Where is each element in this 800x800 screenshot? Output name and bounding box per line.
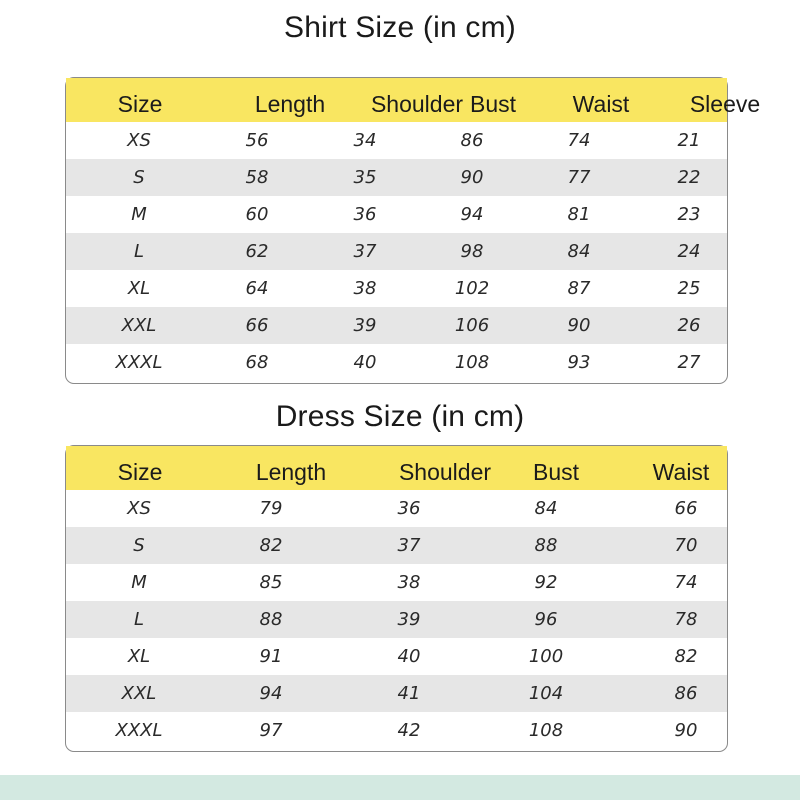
shirt-header-bust: Bust [469, 91, 517, 117]
shirt-cell-waist: 81 [567, 204, 591, 225]
dress-cell-size: XS [127, 498, 151, 519]
dress-size-title: Dress Size (in cm) [275, 400, 525, 433]
shirt-cell-sleeve: 24 [677, 241, 701, 262]
shirt-header-waist: Waist [572, 91, 630, 117]
shirt-cell-size: XL [127, 278, 151, 299]
dress-header-size: Size [117, 459, 163, 485]
table-row [66, 159, 727, 196]
shirt-table-header [66, 78, 761, 122]
dress-cell-waist: 90 [674, 720, 698, 741]
dress-cell-bust: 100 [528, 646, 564, 667]
dress-cell-waist: 86 [674, 683, 698, 704]
table-row [66, 196, 727, 233]
table-row [66, 638, 727, 675]
dress-cell-shoulder: 36 [397, 498, 421, 519]
dress-cell-size: S [133, 535, 145, 556]
dress-cell-length: 82 [259, 535, 283, 556]
shirt-cell-bust: 102 [454, 278, 490, 299]
dress-header-length: Length [255, 459, 327, 485]
shirt-cell-shoulder: 35 [353, 167, 377, 188]
dress-cell-shoulder: 40 [397, 646, 421, 667]
dress-cell-length: 94 [259, 683, 283, 704]
shirt-header-shoulder: Shoulder [370, 91, 464, 117]
shirt-cell-sleeve: 23 [677, 204, 701, 225]
shirt-cell-bust: 90 [460, 167, 484, 188]
table-row [66, 601, 727, 638]
dress-cell-length: 91 [259, 646, 283, 667]
dress-cell-length: 79 [259, 498, 283, 519]
shirt-cell-length: 64 [245, 278, 269, 299]
shirt-cell-sleeve: 21 [677, 130, 701, 151]
dress-cell-waist: 82 [674, 646, 698, 667]
shirt-cell-size: XXL [121, 315, 157, 336]
bottom-band [0, 775, 800, 800]
dress-cell-bust: 104 [528, 683, 564, 704]
shirt-cell-shoulder: 37 [353, 241, 377, 262]
dress-cell-shoulder: 39 [397, 609, 421, 630]
dress-header-bust: Bust [532, 459, 580, 485]
table-row [66, 712, 727, 749]
table-row [66, 344, 727, 381]
shirt-cell-waist: 90 [567, 315, 591, 336]
dress-cell-bust: 92 [534, 572, 558, 593]
dress-cell-size: XXXL [115, 720, 163, 741]
shirt-cell-bust: 98 [460, 241, 484, 262]
table-row [66, 675, 727, 712]
dress-cell-waist: 66 [674, 498, 698, 519]
shirt-cell-length: 56 [245, 130, 269, 151]
shirt-cell-bust: 94 [460, 204, 484, 225]
shirt-cell-sleeve: 27 [677, 352, 701, 373]
shirt-cell-length: 58 [245, 167, 269, 188]
shirt-cell-size: XXXL [115, 352, 163, 373]
shirt-cell-waist: 77 [567, 167, 591, 188]
shirt-cell-waist: 74 [567, 130, 591, 151]
shirt-header-size: Size [117, 91, 163, 117]
shirt-header-length: Length [254, 91, 326, 117]
table-row [66, 307, 727, 344]
dress-cell-size: L [133, 609, 145, 630]
dress-cell-waist: 78 [674, 609, 698, 630]
dress-cell-bust: 84 [534, 498, 558, 519]
shirt-cell-bust: 106 [454, 315, 490, 336]
dress-cell-shoulder: 42 [397, 720, 421, 741]
table-row [66, 527, 727, 564]
shirt-cell-length: 68 [245, 352, 269, 373]
shirt-cell-waist: 93 [567, 352, 591, 373]
shirt-header-sleeve: Sleeve [689, 91, 761, 117]
dress-cell-bust: 96 [534, 609, 558, 630]
shirt-cell-waist: 87 [567, 278, 591, 299]
table-row [66, 233, 727, 270]
dress-cell-size: M [131, 572, 147, 593]
shirt-cell-shoulder: 39 [353, 315, 377, 336]
table-row [66, 490, 727, 527]
shirt-cell-sleeve: 22 [677, 167, 701, 188]
dress-cell-shoulder: 41 [397, 683, 421, 704]
dress-cell-bust: 108 [528, 720, 564, 741]
dress-cell-waist: 70 [674, 535, 698, 556]
shirt-size-title: Shirt Size (in cm) [284, 11, 516, 44]
shirt-cell-waist: 84 [567, 241, 591, 262]
dress-cell-waist: 74 [674, 572, 698, 593]
shirt-cell-size: XS [127, 130, 151, 151]
dress-cell-size: XL [127, 646, 151, 667]
shirt-cell-size: L [133, 241, 145, 262]
shirt-cell-shoulder: 40 [353, 352, 377, 373]
dress-cell-shoulder: 38 [397, 572, 421, 593]
shirt-cell-shoulder: 34 [353, 130, 377, 151]
dress-size-table [65, 445, 728, 752]
dress-cell-bust: 88 [534, 535, 558, 556]
shirt-cell-size: M [131, 204, 147, 225]
dress-header-shoulder: Shoulder [398, 459, 492, 485]
shirt-cell-length: 62 [245, 241, 269, 262]
table-row [66, 270, 727, 307]
shirt-cell-shoulder: 38 [353, 278, 377, 299]
shirt-size-table [65, 77, 761, 384]
shirt-cell-length: 60 [245, 204, 269, 225]
table-row [66, 564, 727, 601]
shirt-cell-size: S [133, 167, 145, 188]
dress-cell-size: XXL [121, 683, 157, 704]
shirt-cell-bust: 108 [454, 352, 490, 373]
shirt-cell-sleeve: 25 [677, 278, 701, 299]
shirt-cell-length: 66 [245, 315, 269, 336]
shirt-cell-bust: 86 [460, 130, 484, 151]
shirt-cell-sleeve: 26 [677, 315, 701, 336]
dress-cell-length: 85 [259, 572, 283, 593]
dress-table-header [66, 446, 727, 490]
table-row [66, 122, 727, 159]
dress-cell-length: 88 [259, 609, 283, 630]
dress-cell-length: 97 [259, 720, 283, 741]
shirt-cell-shoulder: 36 [353, 204, 377, 225]
dress-header-waist: Waist [652, 459, 710, 485]
dress-cell-shoulder: 37 [397, 535, 421, 556]
